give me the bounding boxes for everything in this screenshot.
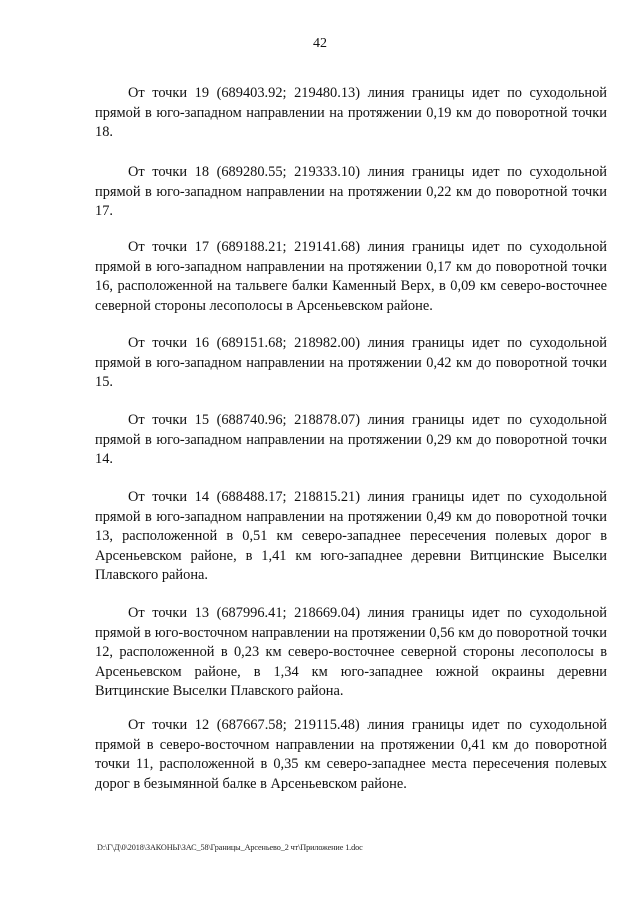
boundary-paragraph-point-14: От точки 14 (688488.17; 218815.21) линия границы идет по суходольной прямой в юго-западном направлении на протяжении 0,49 км до поворотной точки 13, расположенной в 0,51 км северо-западнее пересечения полевых дорог в Арсеньевском районе, в 1,41 км юго-западнее деревни Витцинские Выселки Плавского района.	[95, 489, 607, 584]
boundary-paragraph-point-12: От точки 12 (687667.58; 219115.48) линия границы идет по суходольной прямой в северо-восточном направлении на протяжении 0,41 км до поворотной точки 11, расположенной в 0,35 км северо-западнее места пересечения полевых дорог в безымянной балке в Арсеньевском районе.	[95, 717, 607, 792]
boundary-paragraph-point-19: От точки 19 (689403.92; 219480.13) линия границы идет по суходольной прямой в юго-западном направлении на протяжении 0,19 км до поворотной точки 18.	[95, 85, 607, 141]
boundary-paragraph-point-18: От точки 18 (689280.55; 219333.10) линия границы идет по суходольной прямой в юго-западном направлении на протяжении 0,22 км до поворотной точки 17.	[95, 164, 607, 220]
boundary-paragraph-point-17: От точки 17 (689188.21; 219141.68) линия границы идет по суходольной прямой в юго-западном направлении на протяжении 0,17 км до поворотной точки 16, расположенной на тальвеге балки Каменный Верх, в 0,09 км северо-восточнее северной стороны лесополосы в Арсеньевском районе.	[95, 239, 607, 314]
boundary-paragraph-point-16: От точки 16 (689151.68; 218982.00) линия границы идет по суходольной прямой в юго-западном направлении на протяжении 0,42 км до поворотной точки 15.	[95, 335, 607, 391]
boundary-paragraph-point-15: От точки 15 (688740.96; 218878.07) линия границы идет по суходольной прямой в юго-западном направлении на протяжении 0,29 км до поворотной точки 14.	[95, 412, 607, 468]
page-number: 42	[313, 36, 327, 51]
boundary-paragraph-point-13: От точки 13 (687996.41; 218669.04) линия границы идет по суходольной прямой в юго-восточном направлении на протяжении 0,56 км до поворотной точки 12, расположенной в 0,23 км северо-восточнее северной стороны лесополосы в Арсеньевском районе, в 1,34 км юго-западнее южной окраины деревни Витцинские Выселки Плавского района.	[95, 605, 607, 700]
footer-file-path: D:\Г\Д\0\2018\ЗАКОНЫ\ЗАС_58\Границы_Арсеньево_2 чт\Приложение 1.doc	[97, 843, 363, 852]
